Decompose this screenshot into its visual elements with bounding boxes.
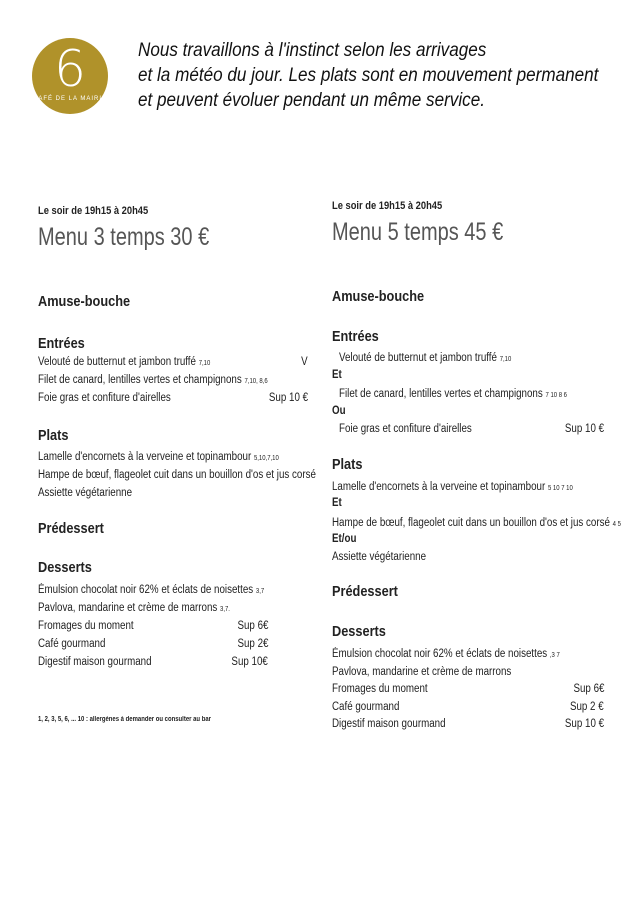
section-plats: Plats [332, 456, 363, 473]
menu-3-temps [38, 205, 316, 725]
menu-item: Pavlova, mandarine et crème de marrons [332, 666, 512, 678]
intro-text [138, 38, 599, 113]
menu-item: Digestif maison gourmand Sup 10 € [332, 718, 604, 730]
logo-glyph: 6 [54, 40, 86, 98]
conjunction-et: Et [332, 369, 342, 381]
menu-item: Filet de canard, lentilles vertes et champignons 7,10, 8,6 [38, 374, 268, 386]
menu-item: Velouté de butternut et jambon truffé 7,10 V [38, 356, 308, 368]
menu-item: Filet de canard, lentilles vertes et champignons 7 10 8 6 [339, 388, 567, 400]
menu-item: Hampe de bœuf, flageolet cuit dans un bouillon d'os et jus corsé 4 5 [332, 517, 621, 529]
menu-item: Fromages du moment Sup 6€ [38, 620, 268, 632]
menu-item: Foie gras et confiture d'airelles Sup 10 € [339, 423, 604, 435]
menu-item: Assiette végétarienne [38, 487, 133, 499]
menu-item: Café gourmand Sup 2 € [332, 701, 604, 713]
section-amuse-bouche: Amuse-bouche [38, 293, 131, 310]
section-predessert: Prédessert [332, 583, 398, 600]
section-plats: Plats [38, 427, 69, 444]
intro-line: et peuvent évoluer pendant un même service. [138, 90, 485, 111]
menu-time: Le soir de 19h15 à 20h45 [38, 205, 149, 217]
intro-line: et la météo du jour. Les plats sont en mouvement permanent [138, 65, 599, 86]
menu-item: Hampe de bœuf, flageolet cuit dans un bouillon d'os et jus corsé [38, 469, 316, 481]
menu-title: Menu 3 temps 30 € [38, 223, 210, 251]
menu-item: Assiette végétarienne [332, 551, 427, 563]
section-amuse-bouche: Amuse-bouche [332, 288, 425, 305]
menu-item: Émulsion chocolat noir 62% et éclats de noisettes ,3 7 [332, 648, 560, 660]
intro-line: Nous travaillons à l'instinct selon les arrivages [138, 40, 487, 61]
section-predessert: Prédessert [38, 520, 104, 537]
menu-item: Velouté de butternut et jambon truffé 7,10 [339, 352, 512, 364]
menu-time: Le soir de 19h15 à 20h45 [332, 200, 443, 212]
section-entrees: Entrées [332, 328, 379, 345]
menu-item: Café gourmand Sup 2€ [38, 638, 268, 650]
menu-item: Pavlova, mandarine et crème de marrons 3,7. [38, 602, 230, 614]
cafe-logo [32, 38, 108, 114]
conjunction-et: Et [332, 497, 342, 509]
menu-item: Foie gras et confiture d'airelles Sup 10 € [38, 392, 308, 404]
section-entrees: Entrées [38, 335, 85, 352]
conjunction-et-ou: Et/ou [332, 533, 357, 545]
menu-item: Lamelle d'encornets à la verveine et topinambour 5,10,7,10 [38, 451, 279, 463]
menu-title: Menu 5 temps 45 € [332, 218, 504, 246]
section-desserts: Desserts [38, 559, 92, 576]
menu-item: Émulsion chocolat noir 62% et éclats de noisettes 3,7 [38, 584, 265, 596]
menu-item: Lamelle d'encornets à la verveine et topinambour 5 10 7 10 [332, 481, 573, 493]
menu-5-temps [332, 200, 621, 740]
menu-item: Digestif maison gourmand Sup 10€ [38, 656, 268, 668]
conjunction-ou: Ou [332, 405, 346, 417]
menu-item: Fromages du moment Sup 6€ [332, 683, 604, 695]
allergen-footnote: 1, 2, 3, 5, 6, ... 10 : allergènes à demander ou consulter au bar [38, 716, 211, 723]
logo-text: CAFÉ DE LA MAIRIE [32, 96, 107, 102]
section-desserts: Desserts [332, 623, 386, 640]
